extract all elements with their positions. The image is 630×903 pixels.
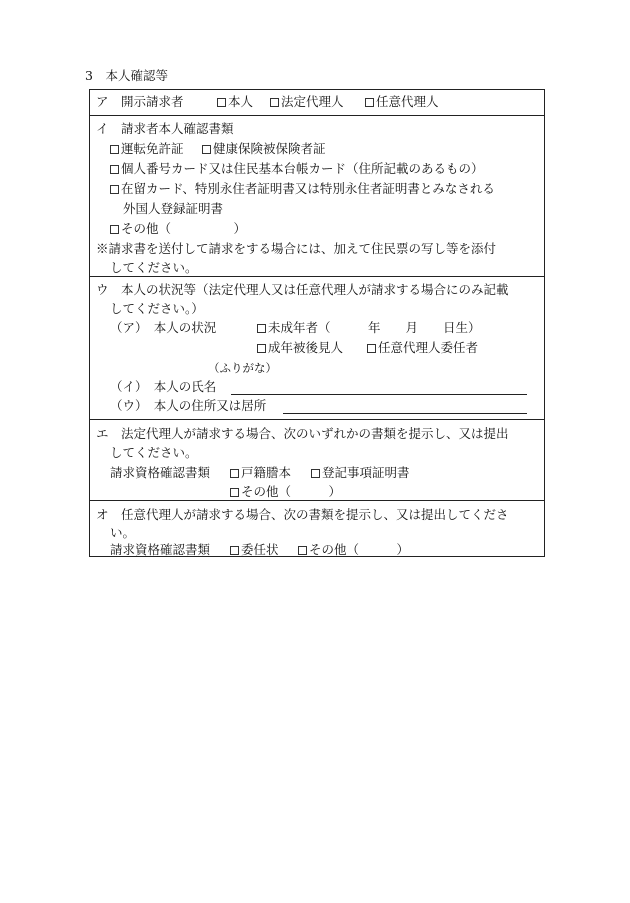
option-principal[interactable]: 任意代理人委任者	[367, 339, 478, 357]
checkbox-icon[interactable]	[230, 488, 239, 497]
option-drivers-license[interactable]: 運転免許証	[110, 140, 184, 158]
id-documents-section	[90, 115, 544, 277]
name-label: （イ） 本人の氏名	[110, 379, 217, 394]
legal-rep-docs-label-continued: してください。	[110, 445, 198, 460]
checkbox-icon[interactable]	[365, 98, 374, 107]
name-input-line[interactable]	[231, 394, 527, 395]
legal-rep-docs-label: エ 法定代理人が請求する場合、次のいずれかの書類を提示し、又は提出	[96, 426, 509, 441]
option-family-register[interactable]: 戸籍謄本	[230, 464, 291, 482]
mail-note-continued: してください。	[110, 260, 198, 275]
option-self[interactable]: 本人	[217, 93, 253, 111]
section-heading: 3 本人確認等	[85, 68, 168, 83]
voluntary-rep-docs-label: オ 任意代理人が請求する場合、次の書類を提示し、又は提出してくださ	[96, 507, 509, 522]
option-legal-rep-other[interactable]: その他（ ）	[230, 483, 341, 501]
option-legal-rep[interactable]: 法定代理人	[270, 93, 344, 111]
checkbox-icon[interactable]	[110, 145, 119, 154]
checkbox-icon[interactable]	[298, 546, 307, 555]
checkbox-icon[interactable]	[217, 98, 226, 107]
checkbox-icon[interactable]	[110, 225, 119, 234]
checkbox-icon[interactable]	[270, 98, 279, 107]
checkbox-icon[interactable]	[257, 344, 266, 353]
furigana-label: （ふりがな）	[208, 361, 277, 375]
id-documents-label: イ 請求者本人確認書類	[96, 121, 234, 136]
checkbox-icon[interactable]	[110, 185, 119, 194]
voluntary-rep-docs-section	[90, 500, 544, 557]
option-voluntary-rep-other[interactable]: その他（ ）	[298, 541, 409, 559]
checkbox-icon[interactable]	[230, 469, 239, 478]
checkbox-icon[interactable]	[367, 344, 376, 353]
requester-label: ア 開示請求者	[96, 94, 184, 109]
residence-card-continued: 外国人登録証明書	[123, 201, 224, 216]
checkbox-icon[interactable]	[110, 165, 119, 174]
legal-rep-docs-section	[90, 419, 544, 501]
option-adult-ward[interactable]: 成年被後見人	[257, 339, 343, 357]
checkbox-icon[interactable]	[311, 469, 320, 478]
checkbox-icon[interactable]	[257, 324, 266, 333]
option-power-of-attorney[interactable]: 委任状	[230, 541, 279, 559]
option-voluntary-rep[interactable]: 任意代理人	[365, 93, 439, 111]
voluntary-rep-docs-label-continued: い。	[110, 525, 136, 540]
option-mynumber-card[interactable]: 個人番号カード又は住民基本台帳カード（住所記載のあるもの）	[110, 160, 484, 178]
principal-status-label-continued: してください。）	[110, 301, 204, 316]
option-residence-card[interactable]: 在留カード、特別永住者証明書又は特別永住者証明書とみなされる	[110, 180, 495, 198]
status-label: （ア） 本人の状況	[110, 320, 217, 335]
voluntary-rep-doc-type-label: 請求資格確認書類	[110, 542, 211, 557]
principal-status-section	[90, 276, 544, 420]
requester-section	[90, 90, 544, 115]
checkbox-icon[interactable]	[202, 145, 211, 154]
legal-rep-doc-type-label: 請求資格確認書類	[110, 465, 211, 480]
option-health-insurance[interactable]: 健康保険被保険者証	[202, 140, 326, 158]
checkbox-icon[interactable]	[230, 546, 239, 555]
identity-verification-form	[89, 89, 545, 557]
principal-status-label: ウ 本人の状況等（法定代理人又は任意代理人が請求する場合にのみ記載	[96, 282, 509, 297]
address-input-line[interactable]	[283, 413, 527, 414]
option-registry-certificate[interactable]: 登記事項証明書	[311, 464, 410, 482]
option-other-id[interactable]: その他（ ）	[110, 220, 246, 238]
mail-note: ※請求書を送付して請求をする場合には、加えて住民票の写し等を添付	[96, 241, 497, 256]
option-minor[interactable]: 未成年者（ 年 月 日生）	[257, 319, 481, 337]
address-label: （ウ） 本人の住所又は居所	[110, 398, 267, 413]
